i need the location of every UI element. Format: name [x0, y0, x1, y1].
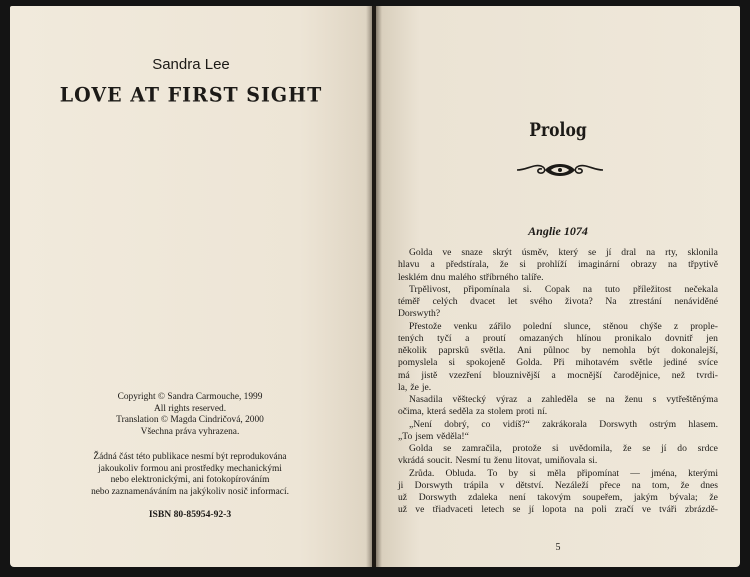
- text-line: vkrádá soucit. Nesmí tu ženu litovat, umiňovala si.: [398, 455, 598, 467]
- left-page: [10, 6, 372, 567]
- right-page: [376, 6, 740, 567]
- copyright-line: Translation © Magda Cindričová, 2000: [116, 415, 264, 426]
- scroll-ornament-icon: [515, 158, 605, 180]
- book-spine: [366, 6, 382, 567]
- chapter-title: Prolog: [529, 119, 587, 141]
- legal-line: nebo zaznamenáváním na jakýkoliv nosič informací.: [91, 486, 289, 497]
- text-line: Trpělivost, připomínala si. Copak na tuto příležitost nečekala: [409, 283, 718, 295]
- copyright-line: All rights reserved.: [153, 403, 227, 414]
- text-line: „To jsem věděla!“: [398, 430, 469, 442]
- text-line: očima, která seděla za stolem proti ní.: [398, 406, 548, 418]
- legal-line: Žádná část této publikace nesmí být reprodukována: [93, 452, 287, 462]
- body-text: [398, 247, 718, 517]
- copyright-block: [30, 392, 350, 438]
- text-line: la, že je.: [398, 381, 432, 393]
- author-name: Sandra Lee: [152, 56, 230, 73]
- legal-notice: [30, 452, 350, 498]
- text-line: Zrůda. Obluda. To by si měla připomínat — jména, kterými: [409, 467, 718, 479]
- text-line: už Dorswyth zdaleka není takovým soupeřem, jakým bývala; že: [398, 492, 718, 503]
- text-line: Dorswyth?: [398, 308, 441, 320]
- text-line: tených tyčí a proutí omazaných hlínou pronikalo dovnitř jen: [398, 332, 718, 344]
- text-line: Golda ve snaze skrýt úsměv, který se jí dral na rty, sklonila: [409, 247, 718, 258]
- copyright-line: Všechna práva vyhrazena.: [140, 426, 240, 437]
- text-line: Přestože venku zářilo polední slunce, stěnou chýše z prople-: [409, 320, 718, 332]
- text-line: „Není dobrý, co vidíš?“ zakrákorala Dorswyth ostrým hlasem.: [409, 418, 718, 430]
- chapter-subtitle: Anglie 1074: [528, 224, 588, 238]
- isbn: ISBN 80-85954-92-3: [148, 509, 232, 520]
- text-line: má jistě vzezření blouznivější a mocnější čarodějnice, než tvrdi-: [398, 369, 718, 381]
- text-line: ji Dorswyth trápila v dětství. Nezáleží přece na tom, že dnes: [398, 479, 718, 491]
- text-line: téměř celých dvacet let svého života? Na ztrestání nenáviděné: [398, 296, 718, 307]
- text-line: pomyslela si spokojeně Golda. Při mihotavém světle jediné svíce: [398, 357, 718, 369]
- copyright-line: Copyright © Sandra Carmouche, 1999: [117, 392, 263, 402]
- legal-line: nebo elektronickými, ani fotokopírováním: [110, 475, 270, 486]
- text-line: Golda se zamračila, protože si uvědomila, že se jí do srdce: [409, 443, 718, 454]
- text-line: lesklém dnu malého stříbrného talíře.: [398, 271, 544, 283]
- text-line: několik paprsků světla. Ani půlnoc by nemohla být dokonalejší,: [398, 345, 718, 356]
- book-title: LOVE AT FIRST SIGHT: [59, 83, 323, 107]
- page-number: 5: [555, 542, 561, 553]
- text-line: už ve třiadvaceti letech se jí lopota na poli zračí ve tváři zbrázdě-: [398, 504, 718, 516]
- text-line: hlavu a předstírala, že si prohlíží imaginární obrazy na třpytivě: [398, 259, 718, 271]
- text-line: Nasadila věštecký výraz a zahleděla se na ženu s vytřeštěnýma: [409, 394, 718, 405]
- legal-line: jakoukoliv formou ani prostředky mechanickými: [98, 463, 282, 474]
